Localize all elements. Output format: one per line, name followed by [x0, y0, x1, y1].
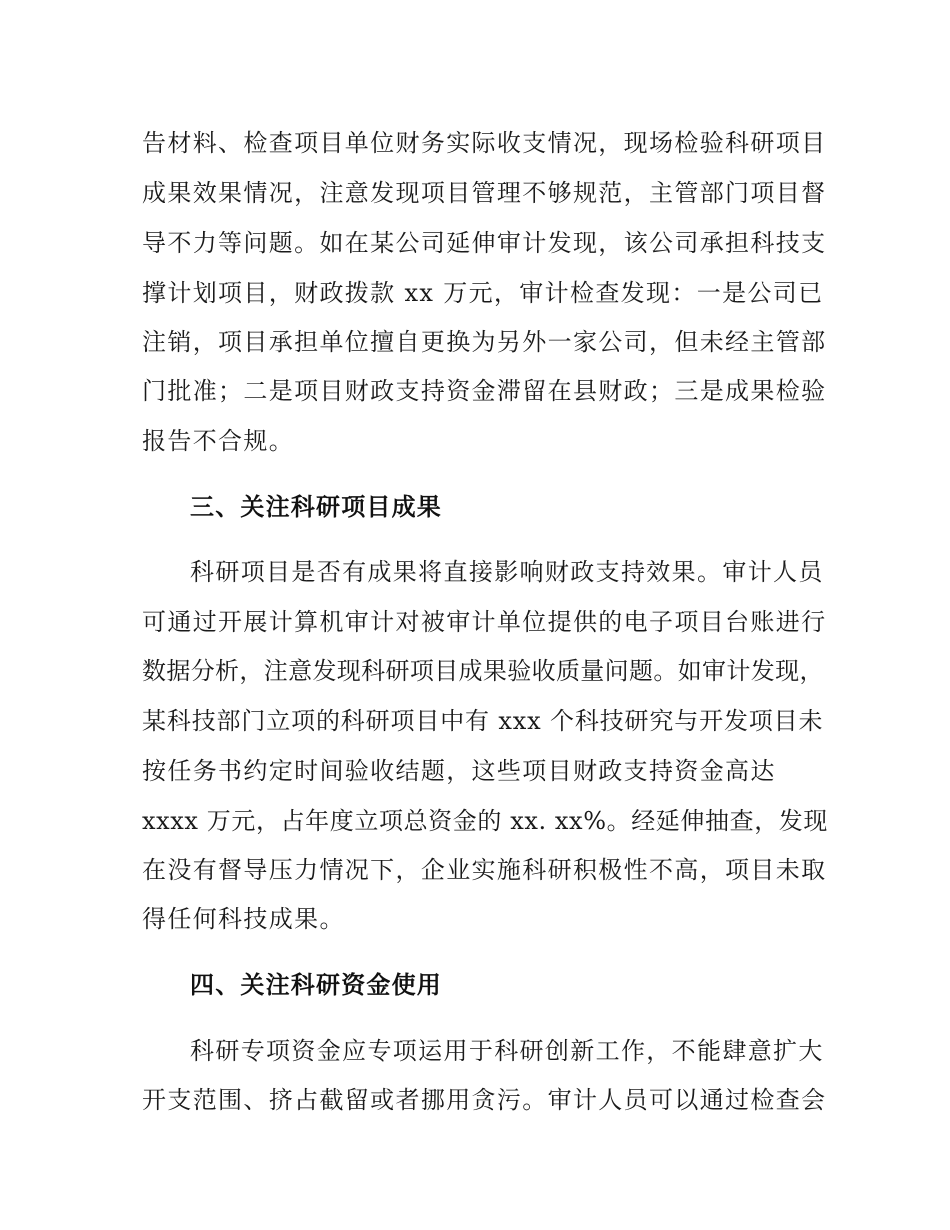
section-3-line-7: 在没有督导压力情况下，企业实施科研积极性不高，项目未取 — [142, 856, 827, 884]
section-3-line-3: 数据分析，注意发现科研项目成果验收质量问题。如审计发现， — [142, 657, 824, 685]
paragraph-1-line-5: 注销，项目承担单位擅自更换为另外一家公司，但未经主管部 — [142, 328, 827, 356]
paragraph-1-line-6: 门批准；二是项目财政支持资金滞留在县财政；三是成果检验 — [142, 377, 827, 405]
section-3-line-4: 某科技部门立项的科研项目中有 xxx 个科技研究与开发项目未 — [142, 707, 824, 735]
paragraph-1-line-1: 告材料、检查项目单位财务实际收支情况，现场检验科研项目 — [142, 129, 827, 157]
paragraph-1-line-3: 导不力等问题。如在某公司延伸审计发现，该公司承担科技支 — [142, 229, 827, 257]
paragraph-1-line-4: 撑计划项目，财政拨款 xx 万元，审计检查发现：一是公司已 — [142, 279, 824, 307]
section-4-line-1: 科研专项资金应专项运用于科研创新工作，不能肆意扩大 — [190, 1037, 824, 1065]
section-3-line-6: xxxx 万元，占年度立项总资金的 xx. xx%。经延伸抽查，发现 — [142, 807, 828, 835]
paragraph-1-line-2: 成果效果情况，注意发现项目管理不够规范，主管部门项目督 — [142, 179, 827, 207]
section-4-line-2: 开支范围、挤占截留或者挪用贪污。审计人员可以通过检查会 — [142, 1086, 827, 1114]
paragraph-1-line-7: 报告不合规。 — [142, 427, 295, 455]
section-3-line-5: 按任务书约定时间验收结题，这些项目财政支持资金高达 — [142, 757, 776, 785]
section-3-line-2: 可通过开展计算机审计对被审计单位提供的电子项目台账进行 — [142, 608, 827, 636]
section-3-line-8: 得任何科技成果。 — [142, 905, 345, 933]
section-3-heading: 三、关注科研项目成果 — [190, 493, 442, 521]
section-4-heading: 四、关注科研资金使用 — [190, 971, 442, 999]
section-3-line-1: 科研项目是否有成果将直接影响财政支持效果。审计人员 — [190, 558, 824, 586]
